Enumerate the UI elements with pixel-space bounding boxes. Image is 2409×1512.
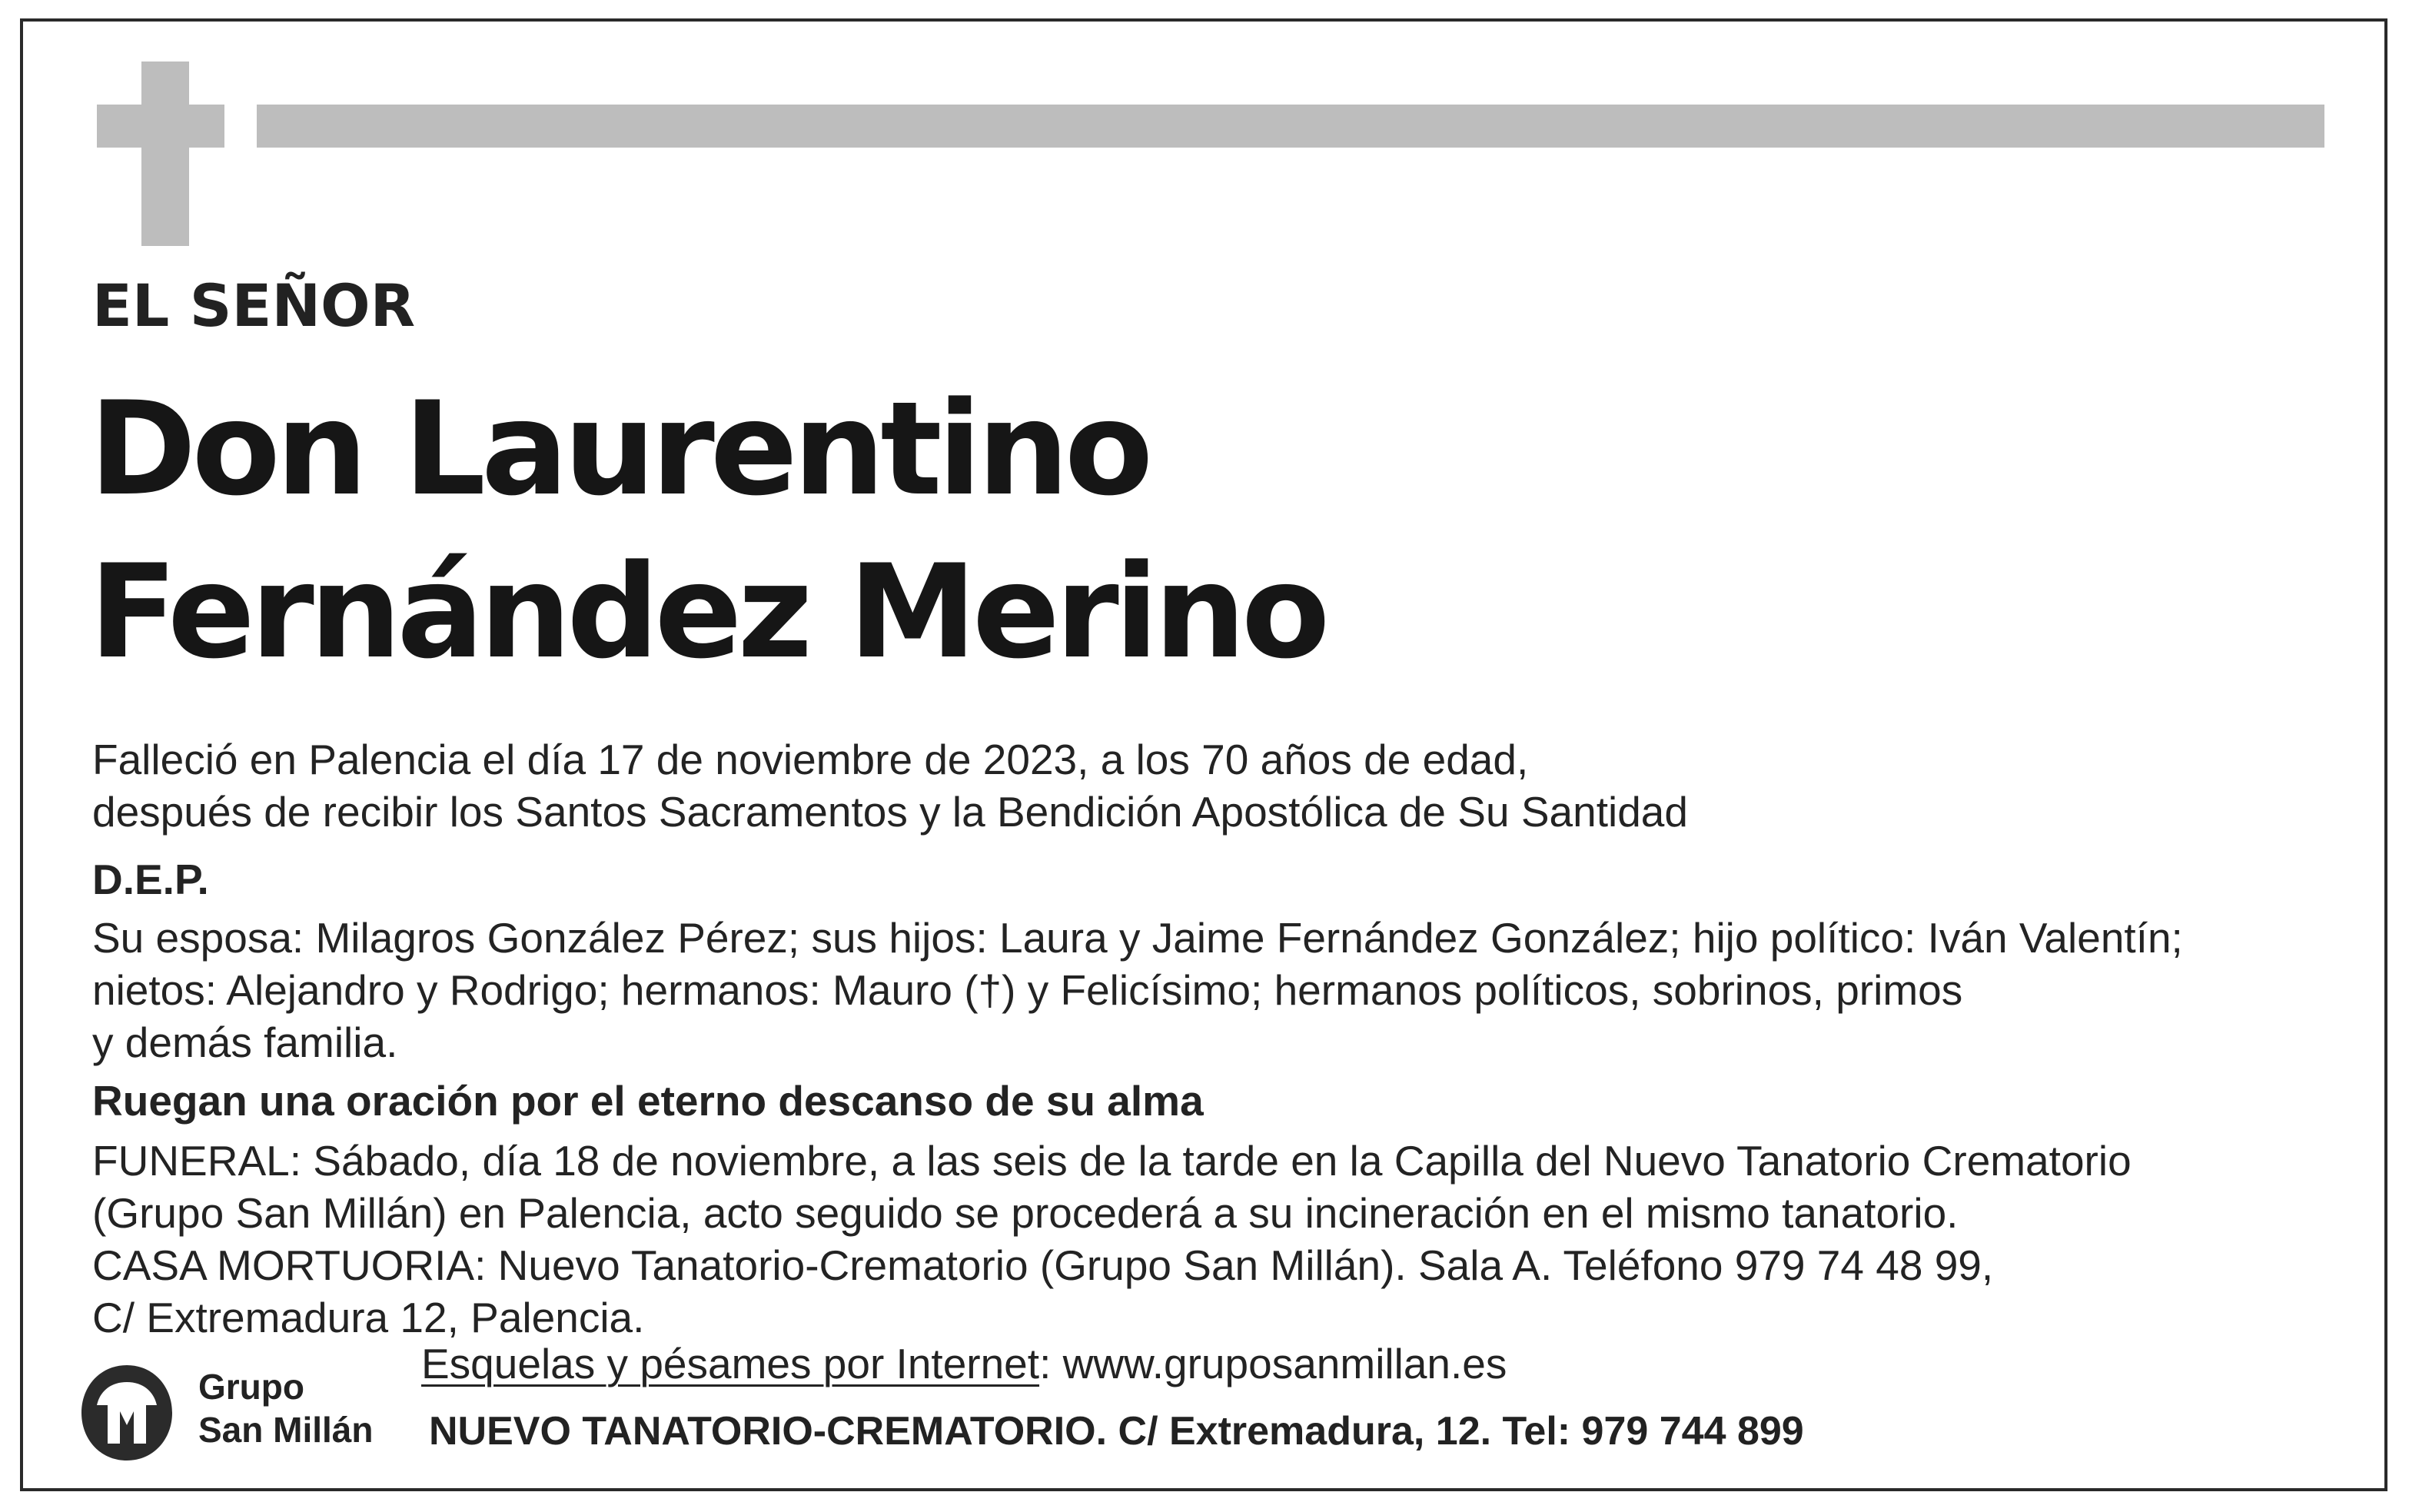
logo-wordmark	[198, 1365, 373, 1451]
family-line3: y demás familia.	[92, 1019, 398, 1066]
logo-line2: San Millán	[198, 1410, 374, 1450]
tanatorio-address: NUEVO TANATORIO-CREMATORIO. C/ Extremadura, 12. Tel: 979 744 899	[429, 1409, 1804, 1454]
casa-mortuoria-line2: C/ Extremadura 12, Palencia.	[92, 1294, 645, 1341]
deceased-name-line1: Don Laurentino	[89, 374, 1149, 524]
prayer-request: Ruegan una oración por el eterno descanso de su alma	[92, 1077, 1204, 1125]
dep-label: D.E.P.	[92, 856, 209, 903]
internet-condolences-line	[421, 1338, 1507, 1390]
header-bar	[257, 105, 2324, 148]
casa-mortuoria-line1: CASA MORTUORIA: Nuevo Tanatorio-Crematorio (Grupo San Millán). Sala A. Teléfono 979 74 48 99,	[92, 1241, 1994, 1289]
honorific-title: EL SEÑOR	[92, 271, 416, 340]
funeral-line2: (Grupo San Millán) en Palencia, acto seguido se procederá a su incineración en el mismo tanatorio.	[92, 1189, 1959, 1237]
cross-icon-vertical	[141, 61, 189, 246]
website-link[interactable]: www.gruposanmillan.es	[1062, 1340, 1507, 1387]
cross-icon-horizontal	[97, 105, 224, 148]
family-line2: nietos: Alejandro y Rodrigo; hermanos: Mauro (†) y Felicísimo; hermanos políticos, sobrinos, primos	[92, 966, 1963, 1014]
family-line1: Su esposa: Milagros González Pérez; sus hijos: Laura y Jaime Fernández González; hijo político: Iván Valentín;	[92, 914, 2183, 962]
internet-separator: :	[1039, 1340, 1063, 1387]
internet-label[interactable]: Esquelas y pésames por Internet	[421, 1340, 1040, 1387]
death-notice-line2: después de recibir los Santos Sacramentos y la Bendición Apostólica de Su Santidad	[92, 788, 1688, 836]
logo-line1: Grupo	[198, 1367, 304, 1407]
death-notice-line1: Falleció en Palencia el día 17 de noviembre de 2023, a los 70 años de edad,	[92, 736, 1529, 783]
grupo-san-millan-logo-icon	[77, 1361, 177, 1465]
deceased-name-line2: Fernández Merino	[89, 537, 1326, 687]
funeral-line1: FUNERAL: Sábado, día 18 de noviembre, a las seis de la tarde en la Capilla del Nuevo Tanatorio Crematorio	[92, 1137, 2132, 1185]
